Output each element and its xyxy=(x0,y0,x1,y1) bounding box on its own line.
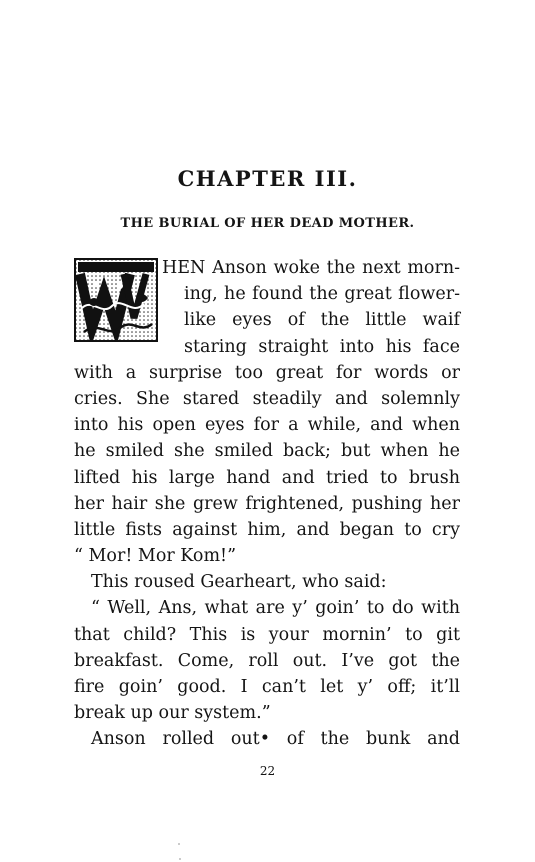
body-line: cries. She stared steadily and solemnly xyxy=(74,388,460,409)
body-line: that child? This is your mornin’ to git xyxy=(74,624,460,645)
body-line: HEN Anson woke the next morn- xyxy=(162,258,460,278)
body-line: This roused Gearheart, who said: xyxy=(91,572,387,593)
body-line: staring straight into his face xyxy=(184,336,460,357)
body-line: lifted his large hand and tried to brush xyxy=(74,467,460,488)
body-line: her hair she grew frightened, pushing her xyxy=(74,493,460,514)
paper-speck xyxy=(179,858,181,860)
body-line: little fists against him, and began to cry xyxy=(74,519,460,540)
body-line: ing, he found the great flower- xyxy=(184,284,460,305)
body-line: into his open eyes for a while, and when xyxy=(74,415,460,436)
body-line: like eyes of the little waif xyxy=(184,310,460,331)
body-line: Anson rolled out• of the bunk and xyxy=(91,729,460,750)
body-text xyxy=(74,255,460,753)
body-line: “ Well, Ans, what are y’ goin’ to do with xyxy=(91,598,460,619)
body-line: he smiled she smiled back; but when he xyxy=(74,441,460,462)
page-number: 22 xyxy=(259,764,276,778)
body-line: break up our system.” xyxy=(74,703,271,724)
body-line: breakfast. Come, roll out. I’ve got the xyxy=(74,650,460,671)
body-line: fire goin’ good. I can’t let y’ off; it’ll xyxy=(74,677,460,697)
chapter-title: CHAPTER III. xyxy=(177,166,358,191)
paper-speck xyxy=(178,843,180,845)
chapter-subtitle: THE BURIAL OF HER DEAD MOTHER. xyxy=(120,216,415,231)
body-line: “ Mor! Mor Kom!” xyxy=(74,546,237,567)
body-line: with a surprise too great for words or xyxy=(74,362,460,383)
